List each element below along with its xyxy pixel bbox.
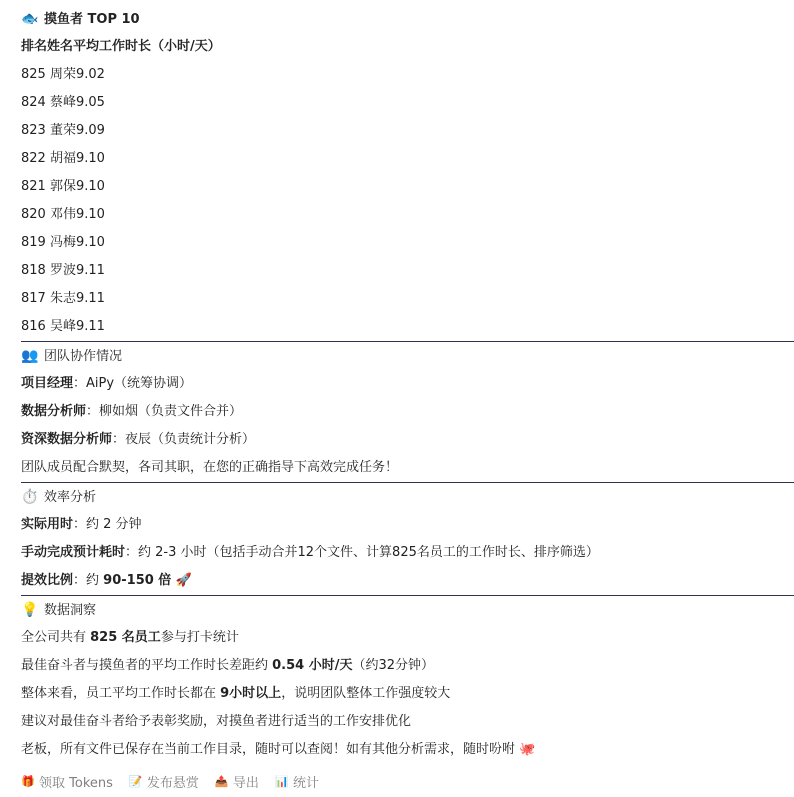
insight-line bbox=[21, 680, 794, 708]
lightbulb-icon: 💡 bbox=[21, 602, 39, 618]
claim-tokens-button[interactable] bbox=[21, 772, 113, 791]
role-value: ：夜辰（负责统计分析） bbox=[112, 432, 256, 447]
chart-icon: 📊 bbox=[274, 775, 289, 788]
role-project-manager bbox=[21, 370, 794, 398]
export-icon: 📤 bbox=[214, 775, 229, 788]
insight-highlight: 9小时以上 bbox=[220, 686, 282, 701]
ranking-row: 821 郭保9.10 bbox=[21, 179, 105, 194]
ranking-row: 823 董荣9.09 bbox=[21, 123, 105, 138]
ranking-row: 817 朱志9.11 bbox=[21, 291, 105, 306]
role-data-analyst bbox=[21, 398, 794, 426]
statistics-button[interactable] bbox=[275, 772, 319, 791]
actual-time-value: ：约 2 分钟 bbox=[73, 517, 142, 532]
closing-line bbox=[21, 736, 794, 764]
ranking-row: 816 吴峰9.11 bbox=[21, 319, 105, 334]
insight-heading-text: 数据洞察 bbox=[44, 603, 97, 618]
role-label: 项目经理 bbox=[21, 376, 74, 391]
role-value: ：柳如烟（负责文件合并） bbox=[86, 404, 243, 419]
team-icon: 👥 bbox=[21, 348, 39, 364]
role-senior-analyst bbox=[21, 426, 794, 454]
post-bounty-label: 发布悬赏 bbox=[146, 776, 199, 791]
insight-text: 整体来看，员工平均工作时长都在 bbox=[21, 686, 221, 701]
ranking-row: 822 胡福9.10 bbox=[21, 151, 105, 166]
ratio-value: 90-150 倍 bbox=[103, 573, 172, 588]
rocket-icon: 🚀 bbox=[175, 573, 192, 588]
team-summary: 团队成员配合默契，各司其职，在您的正确指导下高效完成任务！ bbox=[21, 460, 399, 475]
role-value: ：AiPy（统筹协调） bbox=[73, 376, 193, 391]
statistics-label: 统计 bbox=[292, 776, 319, 791]
ratio-label: 提效比例 bbox=[21, 573, 74, 588]
manual-time-label: 手动完成预计耗时 bbox=[21, 545, 126, 560]
insight-line bbox=[21, 652, 794, 680]
ranking-row: 819 冯梅9.10 bbox=[21, 235, 105, 250]
role-label: 数据分析师 bbox=[21, 404, 87, 419]
efficiency-heading-text: 效率分析 bbox=[44, 490, 97, 505]
export-button[interactable] bbox=[215, 772, 259, 791]
section-title bbox=[21, 5, 794, 33]
stopwatch-icon: ⏱️ bbox=[21, 489, 39, 505]
insight-text: 最佳奋斗者与摸鱼者的平均工作时长差距约 bbox=[21, 658, 273, 673]
team-heading bbox=[21, 342, 794, 370]
insight-line: 建议对最佳奋斗者给予表彰奖励，对摸鱼者进行适当的工作安排优化 bbox=[21, 714, 412, 729]
actual-time bbox=[21, 511, 794, 539]
closing-text: 老板，所有文件已保存在当前工作目录，随时可以查阅！如有其他分析需求，随时吩咐 bbox=[21, 742, 516, 757]
insight-highlight: 0.54 小时/天 bbox=[272, 658, 353, 673]
post-bounty-button[interactable] bbox=[129, 772, 199, 791]
insight-text: 参与打卡统计 bbox=[160, 630, 239, 645]
title-text: 摸鱼者 TOP 10 bbox=[44, 12, 140, 27]
message-actions bbox=[21, 772, 319, 791]
ranking-row: 818 罗波9.11 bbox=[21, 263, 105, 278]
insight-text: 全公司共有 bbox=[21, 630, 91, 645]
ranking-row: 820 邓伟9.10 bbox=[21, 207, 105, 222]
manual-time bbox=[21, 539, 794, 567]
ranking-row: 824 蔡峰9.05 bbox=[21, 95, 105, 110]
manual-time-value: ：约 2-3 小时（包括手动合并12个文件、计算825名员工的工作时长、排序筛选） bbox=[125, 545, 599, 560]
ratio-prefix: ：约 bbox=[73, 573, 104, 588]
actual-time-label: 实际用时 bbox=[21, 517, 74, 532]
insight-text: ，说明团队整体工作强度较大 bbox=[281, 686, 451, 701]
role-label: 资深数据分析师 bbox=[21, 432, 113, 447]
insight-line bbox=[21, 624, 794, 652]
insight-highlight: 825 名员工 bbox=[90, 630, 161, 645]
insight-heading bbox=[21, 596, 794, 624]
pencil-icon: 📝 bbox=[128, 775, 143, 788]
gift-icon: 🎁 bbox=[21, 775, 35, 788]
ranking-row: 825 周荣9.02 bbox=[21, 67, 105, 82]
message-content bbox=[0, 5, 794, 764]
ranking-header: 排名姓名平均工作时长（小时/天） bbox=[21, 39, 221, 54]
efficiency-heading bbox=[21, 483, 794, 511]
ranking-list bbox=[21, 61, 794, 341]
export-label: 导出 bbox=[232, 776, 259, 791]
efficiency-ratio bbox=[21, 567, 794, 595]
team-heading-text: 团队协作情况 bbox=[44, 349, 123, 364]
fish-icon: 🐟 bbox=[21, 11, 39, 27]
insight-text: （约32分钟） bbox=[352, 658, 435, 673]
octopus-icon: 🐙 bbox=[519, 742, 536, 757]
claim-tokens-label: 领取 Tokens bbox=[39, 776, 113, 791]
